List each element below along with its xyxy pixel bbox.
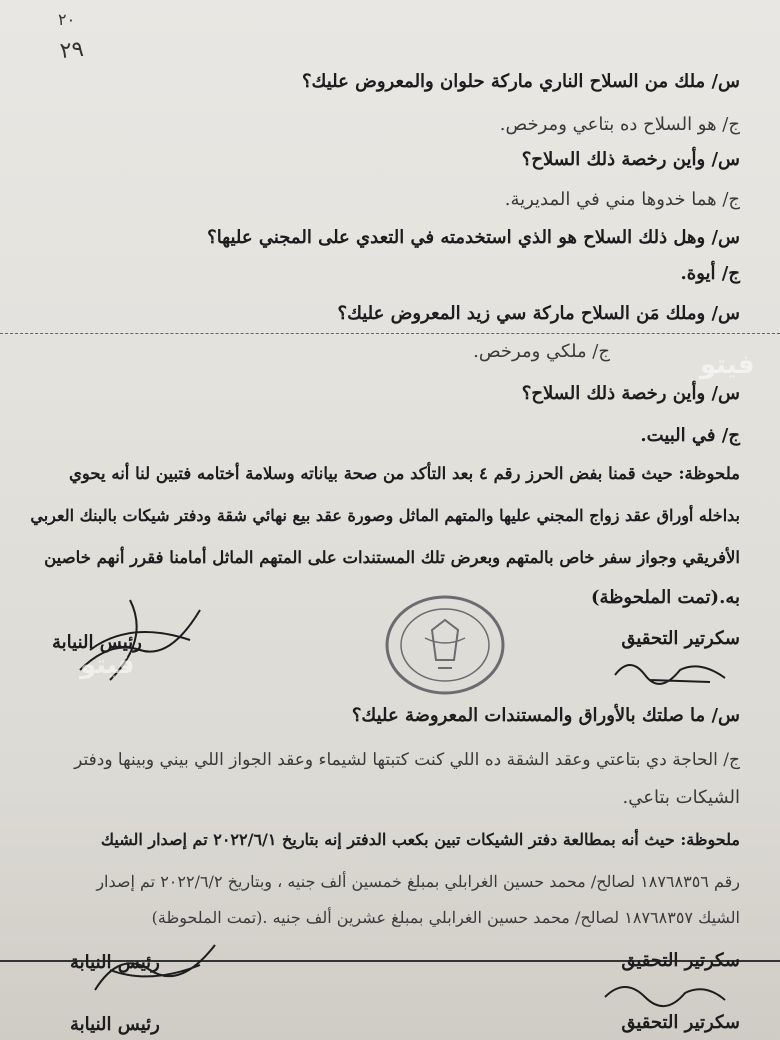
question-line: س/ وملك مَن السلاح ماركة سي زيد المعروض عليك؟ <box>337 303 740 324</box>
question-line: س/ وأين رخصة ذلك السلاح؟ <box>521 383 740 404</box>
secretary-signature-icon <box>600 975 730 1010</box>
question-line: س/ وأين رخصة ذلك السلاح؟ <box>521 149 740 170</box>
note-line: به.(تمت الملحوظة) <box>590 587 740 608</box>
answer-line: ج/ هو السلاح ده بتاعي ومرخص. <box>499 114 740 135</box>
prosecution-signature-icon <box>90 940 220 1000</box>
page-fold-line <box>0 333 780 334</box>
question-line: س/ وهل ذلك السلاح هو الذي استخدمته في التعدي على المجني عليها؟ <box>207 227 740 248</box>
question-line: س/ ملك من السلاح الناري ماركة حلوان والمعروض عليك؟ <box>301 71 740 92</box>
prosecution-label: رئيس النيابة <box>70 1014 160 1035</box>
page-number: ٢٩ <box>58 36 85 65</box>
note-line: ملحوظة: حيث قمنا بفض الحرز رقم ٤ بعد التأكد من صحة بياناته وسلامة أختامه فتبين لنا أنه يحوي <box>68 464 740 483</box>
page-mark: ٢٠ <box>58 10 76 29</box>
answer-line: ج/ ملكي ومرخص. <box>473 341 610 362</box>
note-line: الشيك ١٨٧٦٨٣٥٧ لصالح/ محمد حسين الغرابلي بمبلغ عشرين ألف جنيه .(تمت الملحوظة) <box>151 908 740 927</box>
question-line: س/ ما صلتك بالأوراق والمستندات المعروضة عليك؟ <box>351 705 740 726</box>
answer-line: ج/ الحاجة دي بتاعتي وعقد الشقة ده اللي كنت كتبتها لشيماء وعقد الجواز اللي بيني وبينها ودفتر <box>74 750 740 770</box>
note-line: رقم ١٨٧٦٨٣٥٦ لصالح/ محمد حسين الغرابلي بمبلغ خمسين ألف جنيه ، وبتاريخ ٢٠٢٢/٦/٢ تم إصدار <box>96 872 740 891</box>
answer-line: ج/ هما خدوها مني في المديرية. <box>504 189 740 210</box>
secretary-signature-icon <box>610 650 730 690</box>
prosecution-label: رئيس النيابة <box>52 632 142 653</box>
watermark: فيتو <box>700 350 755 380</box>
answer-line: الشيكات بتاعي. <box>622 787 740 808</box>
watermark: فيتو <box>80 650 135 680</box>
note-line: ملحوظة: حيث أنه بمطالعة دفتر الشيكات تبين بكعب الدفتر إنه بتاريخ ٢٠٢٢/٦/١ تم إصدار الشيك <box>100 830 740 849</box>
official-stamp-icon <box>380 590 510 700</box>
secretary-label: سكرتير التحقيق <box>621 1012 740 1033</box>
prosecution-label: رئيس النيابة <box>70 952 160 973</box>
note-line: الأفريقي وجواز سفر خاص بالمتهم وبعرض تلك المستندات على المتهم الماثل أمامنا فقرر أنهم خاصين <box>44 548 740 567</box>
note-line: بداخله أوراق عقد زواج المجني عليها والمتهم الماثل وصورة عقد بيع نهائي شقة ودفتر شيكات بالبنك العربي <box>30 506 740 525</box>
answer-line: ج/ في البيت. <box>640 425 740 446</box>
secretary-label: سكرتير التحقيق <box>621 628 740 649</box>
answer-line: ج/ أيوة. <box>680 263 740 284</box>
secretary-label: سكرتير التحقيق <box>621 950 740 971</box>
